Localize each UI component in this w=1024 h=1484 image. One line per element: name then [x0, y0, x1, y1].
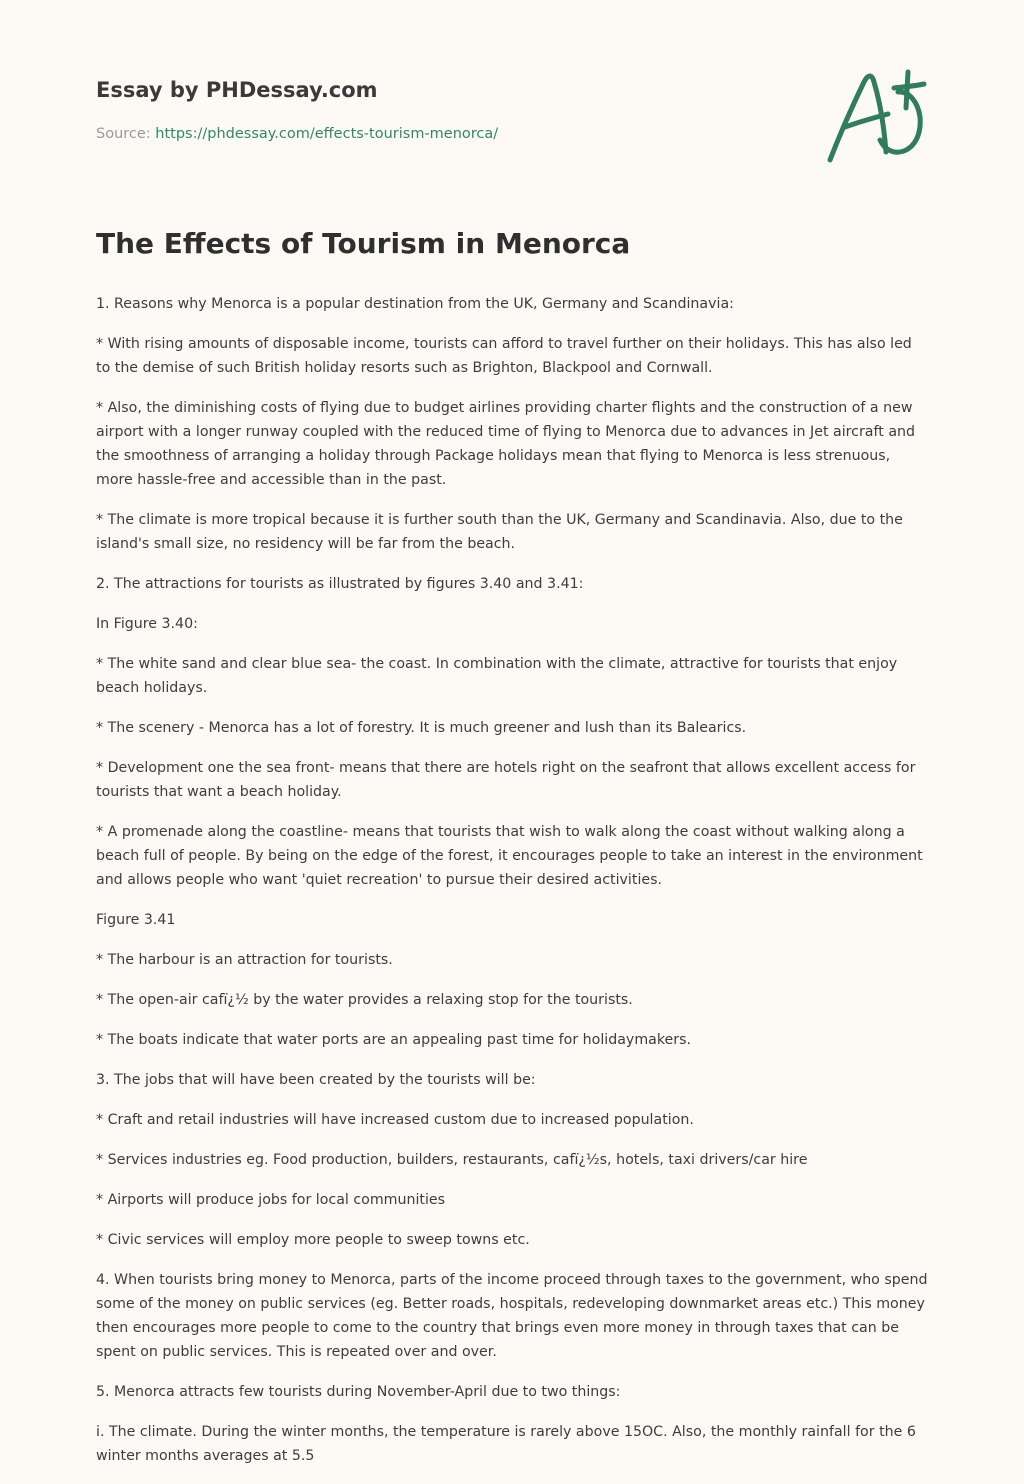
- essay-paragraph: * The white sand and clear blue sea- the coast. In combination with the climate, attractive for tourists that enjoy beach holidays.: [96, 656, 898, 696]
- essay-paragraph: 3. The jobs that will have been created by the tourists will be:: [96, 1072, 536, 1088]
- essay-paragraph: * The climate is more tropical because it is further south than the UK, Germany and Scandinavia. Also, due to the island's small size, no residency will be far from the beach.: [96, 512, 903, 552]
- essay-paragraph: In Figure 3.40:: [96, 616, 198, 632]
- essay-title: The Effects of Tourism in Menorca: [96, 227, 631, 260]
- essay-paragraph: * Airports will produce jobs for local communities: [96, 1192, 446, 1208]
- essay-paragraph: Figure 3.41: [96, 912, 176, 928]
- essay-paragraph: * The boats indicate that water ports are an appealing past time for holidaymakers.: [96, 1032, 692, 1048]
- essay-paragraph: 1. Reasons why Menorca is a popular destination from the UK, Germany and Scandinavia:: [96, 296, 734, 312]
- essay-paragraph: * The scenery - Menorca has a lot of forestry. It is much greener and lush than its Balearics.: [96, 720, 747, 736]
- source-line: [96, 124, 928, 144]
- essay-article: [96, 224, 930, 1484]
- page-header: [96, 76, 928, 144]
- essay-paragraph: * Craft and retail industries will have increased custom due to increased population.: [96, 1112, 694, 1128]
- source-link[interactable]: https://phdessay.com/effects-tourism-menorca/: [155, 126, 499, 142]
- essay-paragraph: 5. Menorca attracts few tourists during November-April due to two things:: [96, 1384, 621, 1400]
- essay-paragraph: * A promenade along the coastline- means that tourists that wish to walk along the coast without walking along a beach full of people. By being on the edge of the forest, it encourages people to take an interest in the environment and allows people who want 'quiet recreation' to pursue their desired activities.: [96, 824, 923, 888]
- essay-paragraph: * With rising amounts of disposable income, tourists can afford to travel further on their holidays. This has also led to the demise of such British holiday resorts such as Brighton, Blackpool and Cornwall.: [96, 336, 912, 376]
- site-title: Essay by PHDessay.com: [96, 78, 378, 102]
- source-label: Source:: [96, 126, 156, 142]
- essay-paragraph: i. The climate. During the winter months, the temperature is rarely above 15OC. Also, the monthly rainfall for the 6 winter months averages at 5.5: [96, 1424, 916, 1464]
- essay-paragraph: * Also, the diminishing costs of flying due to budget airlines providing charter flights and the construction of a new airport with a longer runway coupled with the reduced time of flying to Menorca due to advances in Jet aircraft and the smoothness of arranging a holiday through Package holidays mean that flying to Menorca is less strenuous, more hassle-free and accessible than in the past.: [96, 400, 916, 488]
- essay-paragraph: * The harbour is an attraction for tourists.: [96, 952, 393, 968]
- essay-paragraph: * Services industries eg. Food production, builders, restaurants, cafï¿½s, hotels, taxi drivers/car hire: [96, 1152, 808, 1168]
- essay-paragraph: * Development one the sea front- means that there are hotels right on the seafront that allows excellent access for tourists that want a beach holiday.: [96, 760, 916, 800]
- essay-paragraph: * Civic services will employ more people to sweep towns etc.: [96, 1232, 530, 1248]
- essay-paragraph: 2. The attractions for tourists as illustrated by figures 3.40 and 3.41:: [96, 576, 584, 592]
- essay-paragraph: * The open-air cafï¿½ by the water provides a relaxing stop for the tourists.: [96, 992, 633, 1008]
- a-plus-logo-icon: [820, 64, 930, 168]
- essay-paragraph: 4. When tourists bring money to Menorca, parts of the income proceed through taxes to the government, who spend some of the money on public services (eg. Better roads, hospitals, redeveloping downmarket areas etc.) This money then encourages more people to come to the country that brings even more money in through taxes that can be spent on public services. This is repeated over and over.: [96, 1272, 928, 1360]
